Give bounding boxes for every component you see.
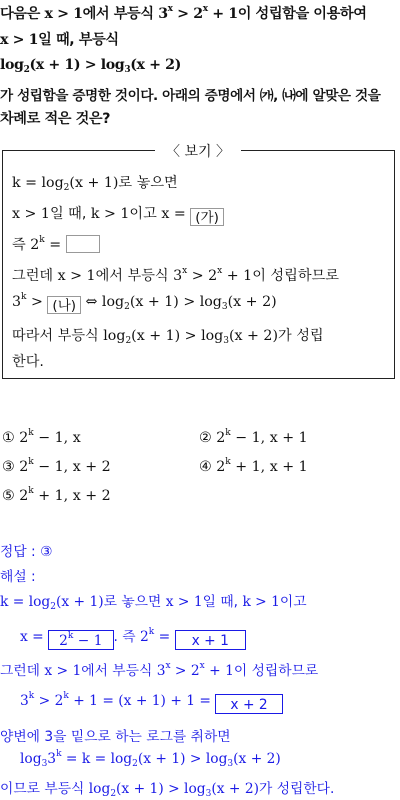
blank-ga: (가)	[190, 208, 224, 226]
proof-row-4: 그런데 x > 1에서 부등식 $3^x > 2^x + 1$이 성립하므로	[12, 266, 339, 284]
blank-na: (나)	[47, 296, 81, 314]
proof-row-6: 따라서 부등식 $\log_2(x + 1) > \log_3(x + 2)$가 성립	[12, 328, 324, 346]
question-line-3: $\log_2(x + 1) > \log_3(x + 2)$	[0, 57, 181, 75]
question-line-5: 차례로 적은 것은?	[0, 111, 111, 127]
proof-row-7: 한다.	[12, 354, 44, 370]
choice-4[interactable]: ④ $2^k + 1$, x + 1	[199, 457, 308, 475]
proof-row-2: x > 1일 때, k > 1이고 x = (가)	[12, 203, 224, 226]
proof-row-5: $3^k$ > (나) ⇔ $\log_2(x + 1) > \log_3(x + 2)$	[12, 292, 277, 314]
explanation-line-2: $x = 2^k - 1$ . 즉 $2^k = x + 1$	[20, 625, 246, 650]
explanation-line-7: 이므로 부등식 $\log_2(x + 1) > \log_3(x + 2)$가 성립한다.	[0, 781, 335, 799]
explanation-line-4: $3^k > 2^k + 1 = (x + 1) + 1 = x + 2$	[20, 693, 283, 714]
explanation-line-6: $\log_33^k = k = \log_2(x + 1) > \log_3(x + 2)$	[20, 749, 281, 769]
explanation-line-3: 그런데 x > 1에서 부등식 $3^x > 2^x + 1$이 성립하므로	[0, 661, 319, 679]
answer-blank-ga: $2^k - 1$	[48, 630, 113, 650]
choice-5[interactable]: ⑤ $2^k + 1$, x + 2	[2, 486, 111, 504]
explanation-label: 해설 :	[0, 569, 36, 585]
answer-label: 정답 : ③	[0, 544, 53, 560]
proof-box-title: 〈 보기 〉	[155, 141, 241, 161]
question-line-4: 가 성립함을 증명한 것이다. 아래의 증명에서 ㈎, ㈏에 알맞은 것을	[0, 88, 381, 104]
answer-blank-na: x + 2	[215, 694, 282, 714]
answer-blank-empty: x + 1	[175, 630, 246, 650]
question-line-1: 다음은 x > 1에서 부등식 $3^x > 2^x + 1$이 성립함을 이용하여	[0, 4, 367, 22]
proof-row-1: $k = \log_2(x + 1)$로 놓으면	[12, 175, 178, 193]
explanation-line-1: $k = \log_2(x + 1)$로 놓으면 x > 1일 때, k > 1이고	[0, 594, 307, 612]
proof-row-3: 즉 $2^k$ =	[12, 234, 100, 254]
choice-1[interactable]: ① $2^k - 1$, x	[2, 428, 81, 446]
question-line-2: x > 1일 때, 부등식	[0, 32, 119, 48]
choice-3[interactable]: ③ $2^k - 1$, x + 2	[2, 457, 111, 475]
choice-2[interactable]: ② $2^k - 1$, x + 1	[199, 428, 308, 446]
explanation-line-5: 양변에 3을 밑으로 하는 로그를 취하면	[0, 729, 231, 745]
blank-empty	[66, 235, 100, 253]
